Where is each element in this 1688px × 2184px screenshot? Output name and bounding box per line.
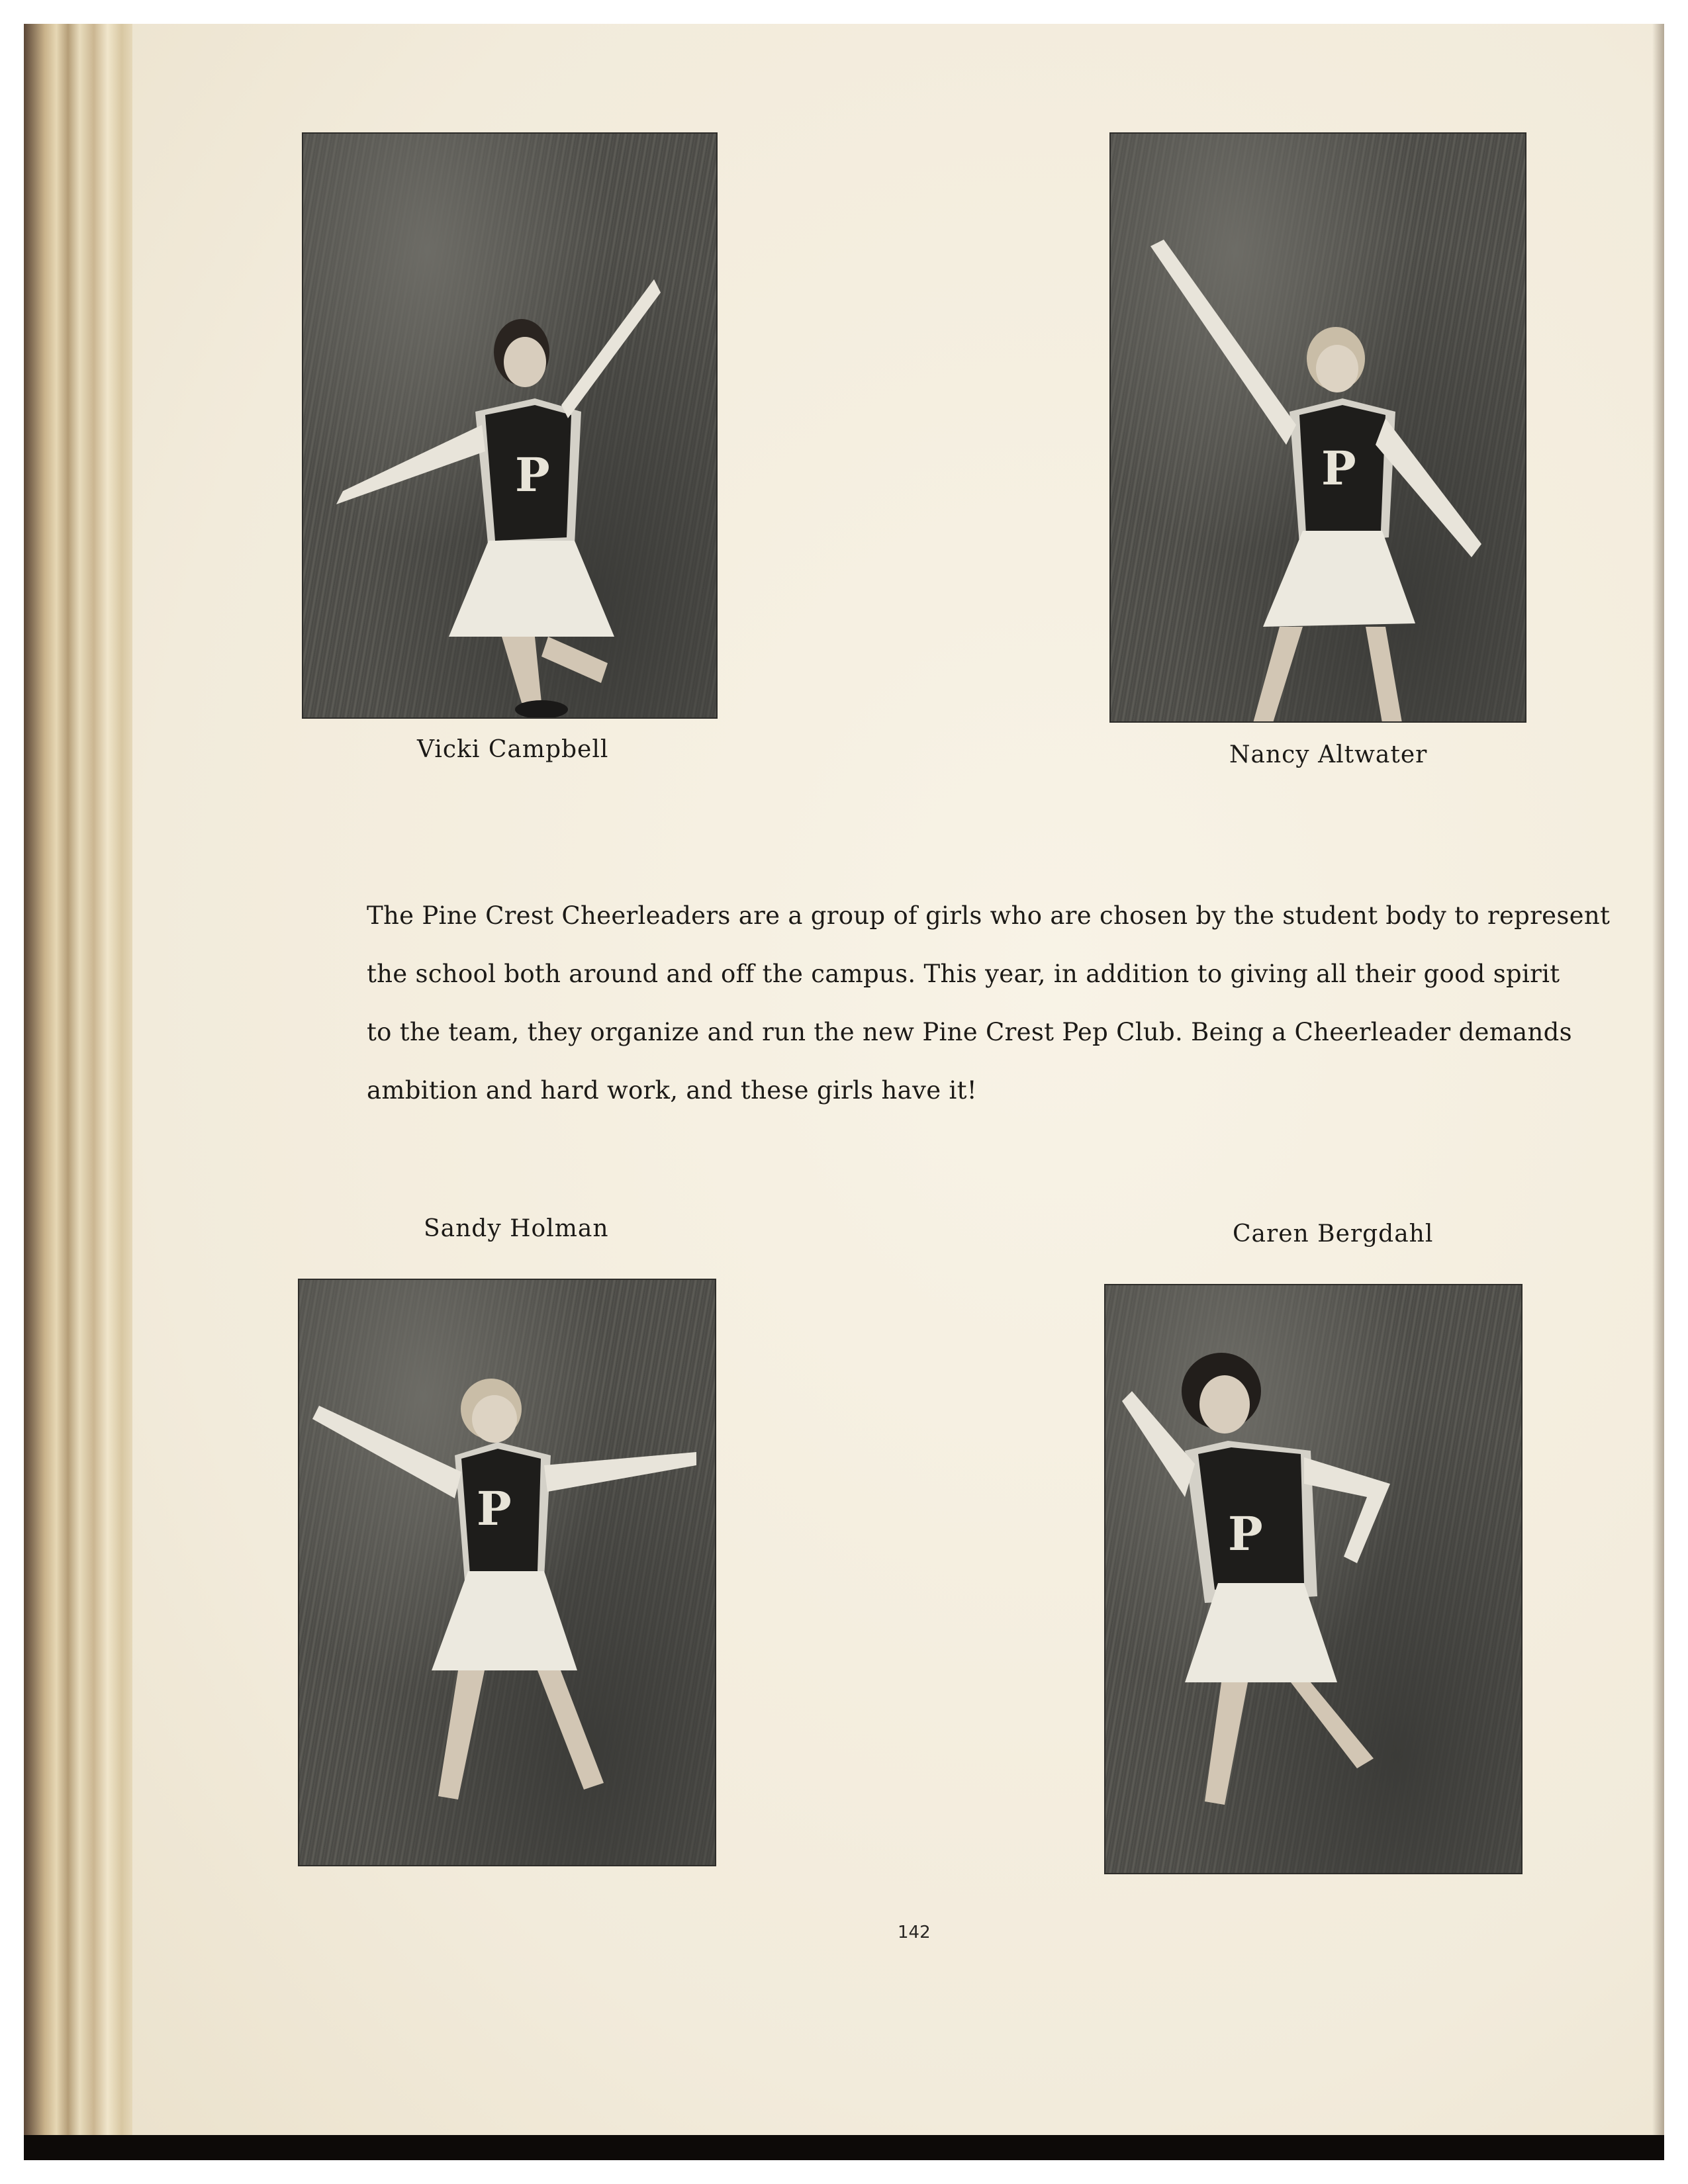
- cheerleader-figure-1: [303, 134, 716, 717]
- svg-text:P: P: [1228, 1506, 1263, 1561]
- cheerleader-photo-1: [302, 132, 718, 719]
- cheerleader-figure-2: [1111, 134, 1525, 721]
- cheerleader-photo-3: [298, 1279, 716, 1866]
- caption-caren-bergdahl: Caren Bergdahl: [1233, 1220, 1434, 1248]
- description-line: The Pine Crest Cheerleaders are a group of girls who are chosen by the student body to represent: [367, 901, 1611, 930]
- page-number: 142: [898, 1923, 931, 1942]
- description-line: to the team, they organize and run the new Pine Crest Pep Club. Being a Cheerleader demands: [367, 1018, 1572, 1046]
- caption-vicki-campbell: Vicki Campbell: [417, 736, 609, 763]
- description-line: ambition and hard work, and these girls have it!: [367, 1076, 977, 1105]
- description-line: the school both around and off the campus. This year, in addition to giving all their good spirit: [367, 960, 1560, 988]
- svg-text:P: P: [1321, 441, 1356, 496]
- cheerleader-photo-4: [1104, 1284, 1523, 1874]
- svg-text:P: P: [515, 447, 550, 502]
- caption-sandy-holman: Sandy Holman: [424, 1215, 609, 1242]
- svg-text:P: P: [477, 1481, 512, 1536]
- cheerleaders-description: [367, 887, 1611, 1120]
- cheerleader-figure-3: [299, 1280, 715, 1865]
- cheerleader-photo-2: [1109, 132, 1526, 723]
- caption-nancy-altwater: Nancy Altwater: [1229, 741, 1428, 768]
- book-page-edges: [24, 24, 140, 2135]
- page-edge-shadow: [1652, 24, 1664, 2135]
- cheerleader-figure-4: [1105, 1285, 1521, 1873]
